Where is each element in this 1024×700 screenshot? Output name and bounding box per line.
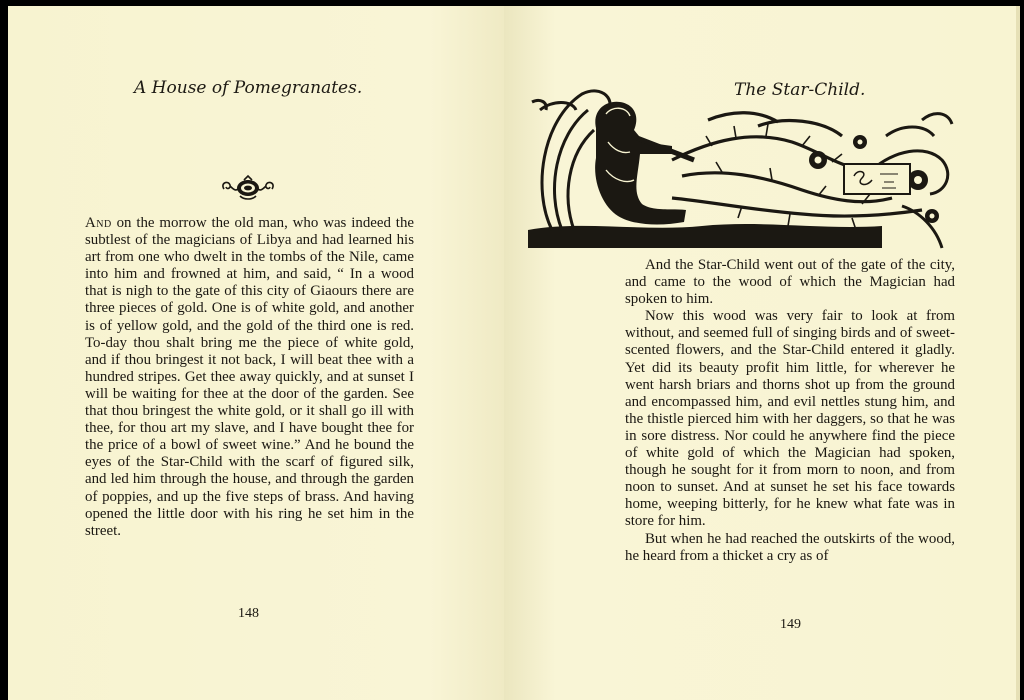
faun-piping-headpiece-icon	[522, 80, 958, 256]
left-paragraph-text: on the morrow the old man, who was indeed the subtlest of the magicians of Libya and had learned his art from one who dwelt in the tombs of the Nile, came into him and frowned at him, and said, “ In a wood that is nigh to the gate of this city of Giaours there are three pieces of gold. One is of white gold, and another is of yellow gold, and the gold of the third one is red. To-day thou shalt bring me the piece of white gold, and if thou bringest it not back, I will beat thee with a hundred stripes. Get thee away quickly, and at sunset I will be waiting for thee at the door of the garden. See that thou bringest the white gold, or it shall go ill with thee, for thou art my slave, and I have bought thee for the price of a bowl of sweet wine.” And he bound the eyes of the Star-Child with the scarf of figured silk, and led him through the house, and through the garden of poppies, and up the five steps of brass. And having opened the little door with his ring he set him in the street.	[85, 215, 414, 539]
running-head-right: The Star-Child.	[734, 80, 866, 100]
right-page	[504, 6, 1020, 700]
right-paragraph-3: But when he had reached the outskirts of the wood, he heard from a thicket a cry as of	[625, 530, 955, 564]
right-paragraph-1: And the Star-Child went out of the gate of the city, and came to the wood of which the Magician had spoken to him.	[625, 257, 955, 308]
page-number-left: 148	[238, 606, 259, 621]
running-head-left: A House of Pomegranates.	[134, 78, 363, 98]
right-paragraph-2: Now this wood was very fair to look at from without, and seemed full of singing birds and of sweet-scented flowers, and the Star-Child entered it gladly. Yet did its beauty profit him little, for wherever he went harsh briars and thorns shot up from the ground and encompassed him, and evil nettles stung him, and the thistle pierced him with her daggers, so that he was in sore distress. Nor could he anywhere find the piece of white gold of which the Magician had spoken, though he sought for it from morn to noon, and from noon to sunset. And at sunset he set his face towards home, weeping bitterly, for he knew what fate was in store for him.	[625, 308, 955, 530]
page-number-right: 149	[780, 617, 801, 632]
opening-word: And	[85, 215, 112, 231]
left-body-text	[85, 215, 414, 540]
left-paragraph	[85, 215, 414, 540]
pomegranate-ornament-icon	[220, 174, 276, 202]
right-body-text	[625, 257, 955, 565]
page-edge	[1016, 6, 1020, 700]
left-page	[8, 6, 504, 700]
